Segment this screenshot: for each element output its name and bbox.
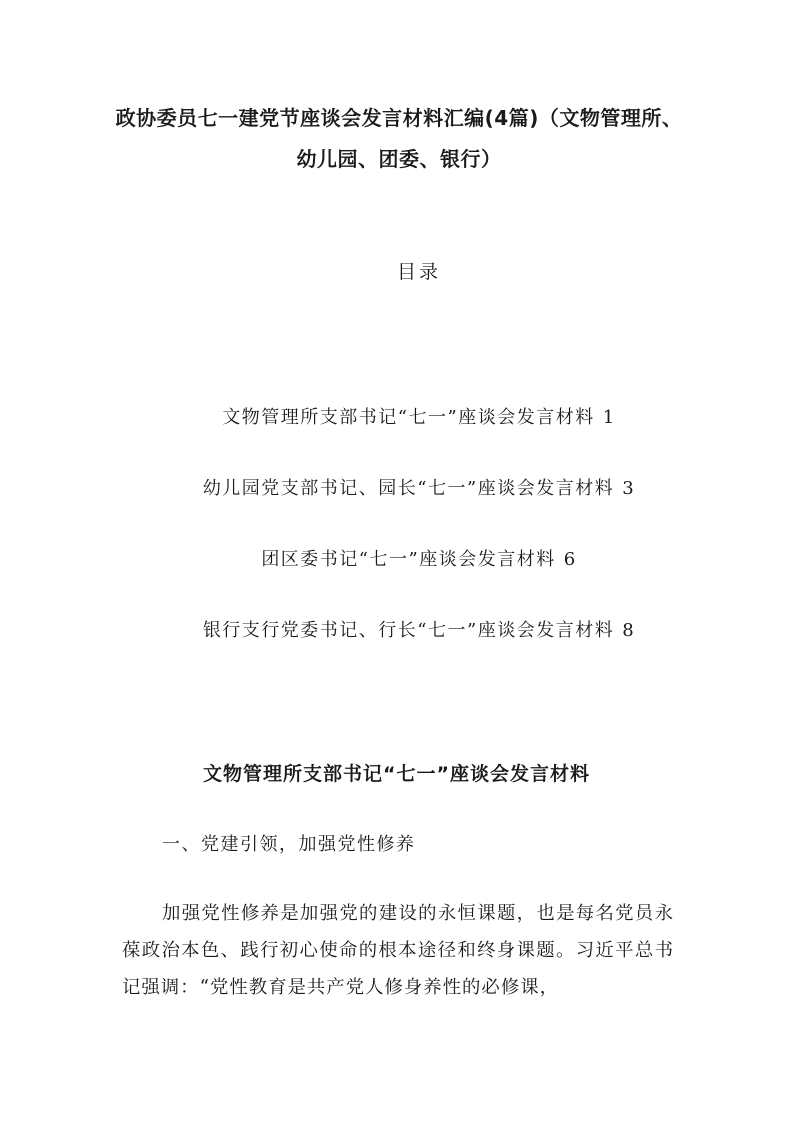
section-subheading: 一、党建引领，加强党性修养 xyxy=(162,834,416,855)
toc-item-label: 幼儿园党支部书记、园长“七一”座谈会发言材料 xyxy=(202,478,615,499)
section-title: 文物管理所支部书记“七一”座谈会发言材料 xyxy=(203,763,590,785)
body-paragraph: 加强党性修养是加强党的建设的永恒课题，也是每名党员永葆政治本色、践行初心使命的根本途径和终身课题。习近平总书记强调：“党性教育是共产党人修身养性的必修课， xyxy=(122,903,674,998)
toc-item[interactable] xyxy=(0,545,793,571)
toc-item-page: 1 xyxy=(602,407,616,428)
toc-item[interactable] xyxy=(0,403,793,429)
toc-item-label: 文物管理所支部书记“七一”座谈会发言材料 xyxy=(222,407,595,428)
toc-item[interactable] xyxy=(0,616,793,642)
toc-item-page: 3 xyxy=(622,478,636,499)
toc-item-page: 6 xyxy=(563,549,577,570)
toc-item-label: 团区委书记“七一”座谈会发言材料 xyxy=(261,549,556,570)
toc-item-page: 8 xyxy=(622,620,636,641)
toc-heading: 目录 xyxy=(396,261,441,283)
document-title: 政协委员七一建党节座谈会发言材料汇编(4篇)（文物管理所、幼儿园、团委、银行） xyxy=(115,106,683,171)
toc-item[interactable] xyxy=(0,474,793,500)
toc-item-label: 银行支行党委书记、行长“七一”座谈会发言材料 xyxy=(202,620,615,641)
